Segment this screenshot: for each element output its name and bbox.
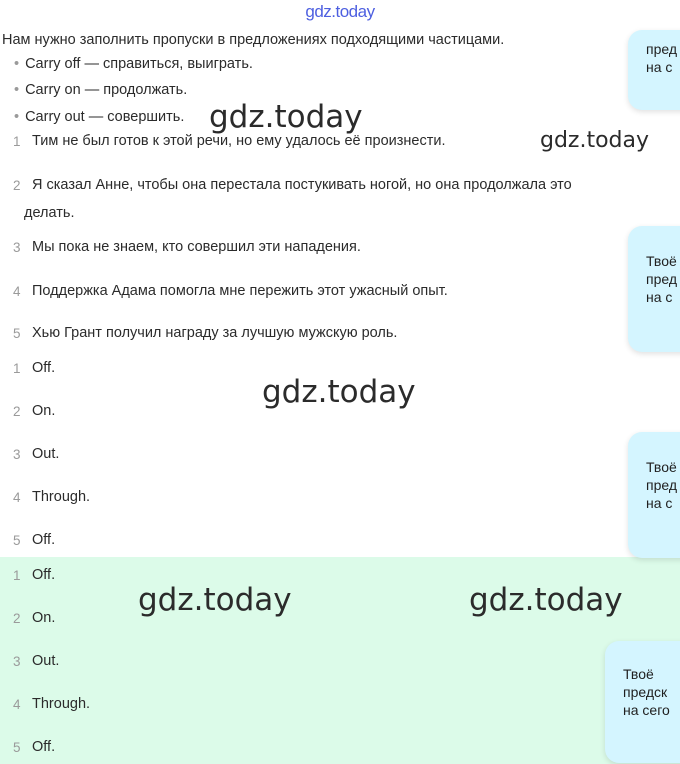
promo-bubble-line: предск — [623, 684, 668, 700]
sentence-text: Тим не был готов к этой речи, но ему удалось её произнести. — [32, 133, 446, 149]
answer-text: Through. — [32, 696, 91, 712]
answer-number: 5 — [13, 533, 21, 548]
answer-text: Off. — [32, 532, 56, 548]
sentence-number: 3 — [13, 240, 21, 255]
bullet-dot: • — [14, 82, 20, 98]
sentence-text: Мы пока не знаем, кто совершил эти нападения. — [32, 239, 361, 255]
answer-text: Off. — [32, 739, 56, 755]
watermark: gdz.today — [540, 128, 650, 153]
sentence-number: 5 — [13, 326, 21, 341]
answer-number: 3 — [13, 654, 21, 669]
promo-bubble-line: Твоё — [646, 253, 677, 269]
watermark: gdz.today — [209, 99, 363, 135]
answer-number: 4 — [13, 490, 21, 505]
promo-bubble-line: на сего — [623, 702, 670, 718]
watermark: gdz.today — [262, 374, 416, 410]
answer-text: On. — [32, 610, 56, 626]
header-watermark: gdz.today — [305, 2, 375, 21]
watermark: gdz.today — [138, 582, 292, 618]
promo-bubble-line: на с — [646, 289, 673, 305]
promo-bubble-line: Твоё — [646, 459, 677, 475]
promo-bubble[interactable] — [605, 641, 680, 763]
promo-bubble-line: Твоё — [623, 666, 654, 682]
answer-text: Through. — [32, 489, 91, 505]
task-intro: Нам нужно заполнить пропуски в предложениях подходящими частицами. — [2, 32, 505, 48]
promo-bubble[interactable] — [628, 432, 680, 558]
bullet-item — [14, 109, 184, 125]
answer-number: 4 — [13, 697, 21, 712]
sentence-text-continued: делать. — [24, 205, 75, 221]
answer-number: 5 — [13, 740, 21, 755]
promo-bubble-line: пред — [646, 41, 678, 57]
bullet-item — [14, 56, 253, 72]
answer-number: 1 — [13, 568, 21, 583]
sentence-text: Поддержка Адама помогла мне пережить этот ужасный опыт. — [32, 283, 448, 299]
answer-text: Off. — [32, 567, 56, 583]
bullet-text: Carry out — совершить. — [25, 109, 185, 125]
answer-number: 2 — [13, 404, 21, 419]
bullet-text: Carry off — справиться, выиграть. — [25, 56, 253, 72]
sentence-text: Хью Грант получил награду за лучшую мужскую роль. — [32, 325, 398, 341]
answer-text: Off. — [32, 360, 56, 376]
promo-bubble-line: пред — [646, 271, 678, 287]
sentence-number: 2 — [13, 178, 21, 193]
bullet-text: Carry on — продолжать. — [25, 82, 188, 98]
bullet-item — [14, 82, 187, 98]
promo-bubble[interactable] — [628, 30, 680, 110]
answer-number: 3 — [13, 447, 21, 462]
answer-text: Out. — [32, 653, 60, 669]
promo-bubble-line: пред — [646, 477, 678, 493]
answer-number: 1 — [13, 361, 21, 376]
answer-number: 2 — [13, 611, 21, 626]
promo-bubble-line: на с — [646, 59, 673, 75]
answer-text: On. — [32, 403, 56, 419]
sentence-number: 4 — [13, 284, 21, 299]
sentence-number: 1 — [13, 134, 21, 149]
promo-bubble-line: на с — [646, 495, 673, 511]
sentence-text: Я сказал Анне, чтобы она перестала постукивать ногой, но она продолжала это — [32, 177, 572, 193]
bullet-dot: • — [14, 109, 20, 125]
promo-bubble[interactable] — [628, 226, 680, 352]
answer-text: Out. — [32, 446, 60, 462]
bullet-dot: • — [14, 56, 20, 72]
watermark: gdz.today — [469, 582, 623, 618]
